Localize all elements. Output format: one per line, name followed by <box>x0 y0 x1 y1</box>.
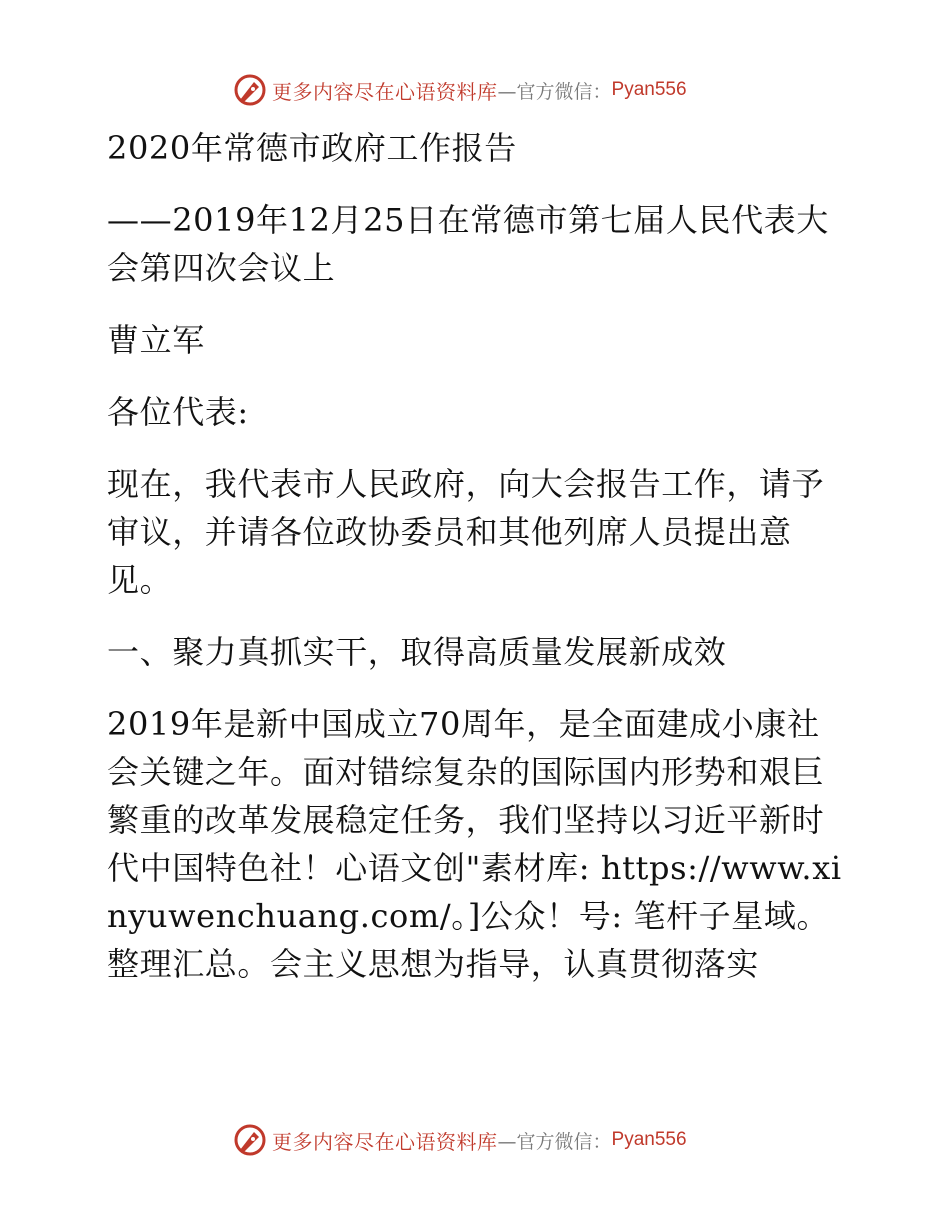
section-heading: 一、聚力真抓实干，取得高质量发展新成效 <box>107 633 727 671</box>
document-title: 2020年常德市政府工作报告 <box>107 129 517 167</box>
pen-nib-logo-icon <box>232 72 268 108</box>
banner-wechat-id: Pyan556 <box>611 1129 687 1150</box>
header-banner <box>232 70 722 110</box>
intro-paragraph: 现在，我代表市人民政府，向大会报告工作，请予审议，并请各位政协委员和其他列席人员提出意见。 <box>107 465 825 599</box>
footer-banner <box>232 1120 722 1160</box>
banner-separator: —官方微信： <box>497 1130 612 1153</box>
pen-nib-logo-icon <box>232 1122 268 1158</box>
banner-slogan: 更多内容尽在心语资料库 <box>272 79 498 104</box>
document-subtitle: ——2019年12月25日在常德市第七届人民代表大会第四次会议上 <box>107 201 829 287</box>
banner-separator: —官方微信： <box>497 80 612 103</box>
banner-slogan: 更多内容尽在心语资料库 <box>272 1129 498 1154</box>
banner-wechat-id: Pyan556 <box>611 79 687 100</box>
body-paragraph: 2019年是新中国成立70周年，是全面建成小康社会关键之年。面对错综复杂的国际国内形势和艰巨繁重的改革发展稳定任务，我们坚持以习近平新时代中国特色社！心语文创"素材库: https://www.xinyuwenchuang.com/。]公众！号: 笔杆子星域。整理汇总。会主义思想为指导，认真贯彻落实 <box>107 705 842 983</box>
document-author: 曹立军 <box>107 321 205 359</box>
salutation: 各位代表: <box>107 393 249 431</box>
document-body <box>97 124 849 1012</box>
